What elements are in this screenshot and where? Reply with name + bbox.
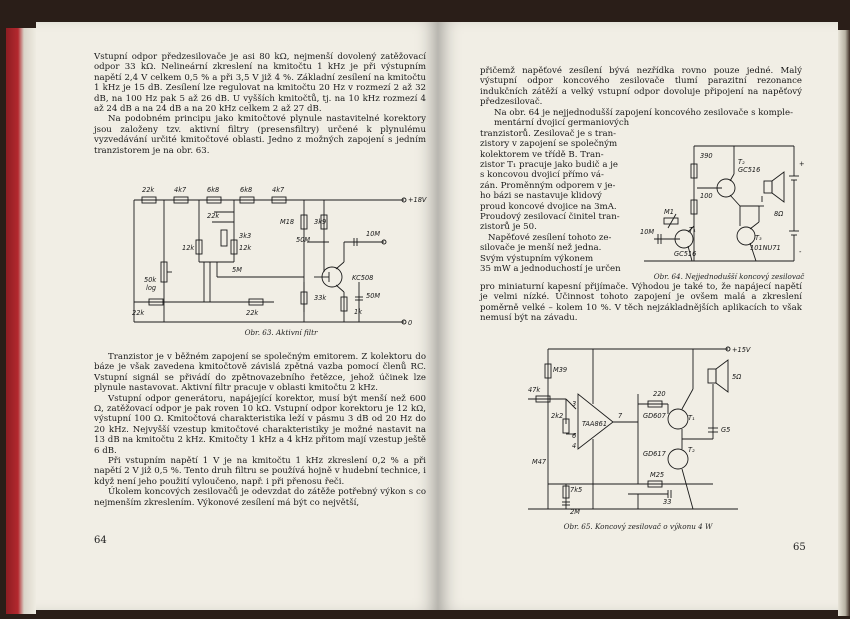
svg-text:6k8: 6k8	[240, 186, 253, 194]
svg-text:12k: 12k	[239, 244, 252, 252]
svg-text:3k3: 3k3	[239, 232, 252, 240]
svg-text:50k: 50k	[144, 276, 157, 284]
svg-text:4k7: 4k7	[174, 186, 187, 194]
page-right	[438, 22, 838, 610]
paragraph: Vstupní odpor generátoru, napájející korektor, musí být menší než 600 Ω, zatěžovací odpor je pak roven 10 kΩ. Vstupní odpor korektoru je 12 kΩ, výstupní 100 Ω. Kmitočtová charakteristika leží v pásmu 3 dB od 20 Hz do 20 kHz. Nejvyšší vzestup kmitočtové charakteristiky je možné nastavit na 13 dB na kmitočtu 2 kHz. Kmitočty 1 kHz a 4 kHz přitom mají vzestup ještě 6 dB.	[94, 393, 426, 456]
svg-text:100: 100	[700, 192, 713, 200]
svg-text:GD617: GD617	[643, 450, 666, 458]
svg-text:T₁: T₁	[689, 226, 696, 234]
svg-text:T₂: T₂	[688, 446, 695, 454]
svg-text:3k9: 3k9	[314, 218, 327, 226]
svg-text:GC516: GC516	[738, 166, 761, 174]
svg-text:101NU71: 101NU71	[750, 244, 781, 252]
svg-text:7k5: 7k5	[570, 486, 583, 494]
right-top-text	[480, 66, 802, 108]
text-line: Svým výstupním výkonem	[480, 253, 594, 264]
svg-text:log: log	[146, 284, 157, 292]
svg-text:22k: 22k	[142, 186, 155, 194]
paragraph: Vstupní odpor předzesilovače je asi 80 kΩ, nejmenší dovolený zatěžovací odpor 33 kΩ. Nelineární zkreslení na kmitočtu 1 kHz je při výstupním napětí 2,4 V celkem 0,5 % a při 3,5 V již 4 %. Základní zesílení na kmitočtu 1 kHz je 15 dB. Zesílení lze regulovat na kmitočtu 20 Hz v rozmezí 2 až 32 dB, na 100 Hz pak 5 až 26 dB. U vyšších kmitočtů, tj. na 10 kHz rozmezí 4 až 24 dB a na 24 dB a na 20 kHz celkem 2 až 27 dB.	[94, 52, 426, 115]
svg-text:T₃: T₃	[755, 234, 762, 242]
svg-text:5Ω: 5Ω	[732, 373, 742, 381]
svg-text:22k: 22k	[132, 309, 145, 317]
svg-text:1k: 1k	[354, 308, 363, 316]
page-number: 64	[94, 535, 107, 546]
svg-text:G5: G5	[721, 426, 731, 434]
svg-text:12k: 12k	[182, 244, 195, 252]
paragraph: Tranzistor je v běžném zapojení se společným emitorem. Z kolektoru do báze je však zavedena kmitočtově závislá zpětná vazba pomocí členů RC. Vstupní signál se přivádí do zpětnovazebního řetězce, jehož účinek lze plynule nastavovat. Aktivní filtr pracuje v oblasti kmitočtu 2 kHz.	[94, 352, 426, 394]
text-line: 35 mW a jednoduchostí je určen	[480, 264, 621, 275]
text-line: s koncovou dvojicí přímo vá-	[480, 170, 604, 181]
text-line: zistorů je 50.	[480, 222, 537, 233]
svg-text:10M: 10M	[366, 230, 381, 238]
book-edge-left	[6, 28, 36, 614]
left-top-text	[94, 52, 426, 156]
svg-text:50M: 50M	[296, 236, 311, 244]
text-line: kolektorem ve třídě B. Tran-	[480, 149, 604, 160]
text-line: silovače je menší než jedna.	[480, 243, 602, 254]
figure-65-caption: Obr. 65. Koncový zesilovač o výkonu 4 W	[563, 522, 713, 531]
paragraph: Při vstupním napětí 1 V je na kmitočtu 1 kHz zkreslení 0,2 % a při napětí 2 V již 0,5 %. Tento druh filtru se používá hojně v hudební technice, i když není jeho použití vyloučeno, např. i při přenosu řeči.	[94, 456, 426, 487]
svg-text:TAA861: TAA861	[582, 420, 608, 428]
svg-text:M39: M39	[553, 366, 568, 374]
text-line: zistor T₁ pracuje jako budič a je	[480, 160, 618, 171]
svg-text:3: 3	[572, 400, 577, 408]
svg-text:T₂: T₂	[738, 158, 745, 166]
text-line: zán. Proměnným odporem v je-	[480, 180, 616, 191]
svg-text:M18: M18	[280, 218, 295, 226]
svg-text:47k: 47k	[528, 386, 541, 394]
svg-text:M47: M47	[532, 458, 547, 466]
svg-text:+: +	[799, 160, 805, 168]
text-line: zistory v zapojení se společným	[480, 139, 618, 150]
svg-text:4: 4	[572, 442, 577, 450]
svg-text:5M: 5M	[232, 266, 242, 274]
svg-text:33k: 33k	[314, 294, 327, 302]
figure-64-caption: Obr. 64. Nejjednodušší koncový zesilovač	[653, 272, 805, 281]
page-number: 65	[793, 542, 806, 553]
figure-63-caption: Obr. 63. Aktivní filtr	[244, 328, 318, 337]
svg-text:+15V: +15V	[732, 346, 751, 354]
svg-text:220: 220	[653, 390, 666, 398]
svg-text:2M: 2M	[570, 508, 580, 516]
svg-text:-: -	[799, 248, 802, 256]
paragraph: Na podobném principu jako kmitočtové plynule nastavitelné korektory jsou založeny tzv. aktivní filtry (presensfiltry) určené k plynulému vyzvedávání určité kmitočtové oblasti. Jedno z možných zapojení s jedním tranzistorem je na obr. 63.	[94, 114, 426, 156]
svg-text:0: 0	[408, 319, 413, 327]
svg-text:GC516: GC516	[674, 250, 697, 258]
figure-64-schematic	[634, 136, 814, 271]
svg-text:M25: M25	[650, 471, 665, 479]
svg-text:7: 7	[618, 412, 623, 420]
text-line: Proudový zesilovací činitel tran-	[480, 212, 620, 223]
svg-text:2k2: 2k2	[551, 412, 564, 420]
svg-text:T₁: T₁	[688, 414, 695, 422]
text-line: proud koncové dvojice na 3mA.	[480, 201, 617, 212]
text-line: mentární dvojicí germaniových	[494, 118, 630, 129]
svg-text:22k: 22k	[207, 212, 220, 220]
page-left	[36, 22, 438, 610]
svg-text:22k: 22k	[246, 309, 259, 317]
svg-text:+18V: +18V	[408, 196, 427, 204]
svg-text:8Ω: 8Ω	[774, 210, 784, 218]
left-bottom-text	[94, 352, 426, 508]
right-middle-text	[480, 282, 802, 324]
text-line: tranzistorů. Zesilovač je s tran-	[480, 128, 617, 139]
svg-text:4k7: 4k7	[272, 186, 285, 194]
figure-63-schematic	[104, 182, 434, 332]
svg-text:6k8: 6k8	[207, 186, 220, 194]
paragraph: přičemž napěťové zesílení bývá nezřídka rovno pouze jedné. Malý výstupní odpor koncového zesilovače tlumí parazitní rezonance indukčních zátěží a velký vstupní odpor dovoluje připojení na napěťový předzesilovač.	[480, 66, 802, 108]
svg-text:GD607: GD607	[643, 412, 666, 420]
svg-text:6: 6	[572, 432, 577, 440]
text-line: Na obr. 64 je nejjednodušší zapojení koncového zesilovače s komple-	[494, 108, 793, 118]
paragraph: Úkolem koncových zesilovačů je odevzdat do zátěže potřebný výkon s co nejmenším zkreslením. Výkonové zesílení má být co největší,	[94, 487, 426, 508]
figure-65-schematic	[518, 334, 758, 519]
svg-text:KC508: KC508	[352, 274, 374, 282]
svg-text:390: 390	[700, 152, 713, 160]
svg-text:M1: M1	[664, 208, 674, 216]
svg-text:10M: 10M	[640, 228, 655, 236]
text-line: ho bázi se nastavuje klidový	[480, 191, 602, 202]
paragraph: pro miniaturní kapesní přijímače. Výhodou je také to, že napájecí napětí je velmi nízké. Účinnost tohoto zapojení je ovšem malá a zkreslení poměrně velké – kolem 10 %. V těch nejzákladnějších aplikacích to však nemusí být na závadu.	[480, 282, 802, 324]
svg-text:50M: 50M	[366, 292, 381, 300]
text-line: Napěťové zesílení tohoto ze-	[488, 232, 612, 243]
book-edge-right	[838, 30, 850, 616]
svg-text:33: 33	[663, 498, 672, 506]
